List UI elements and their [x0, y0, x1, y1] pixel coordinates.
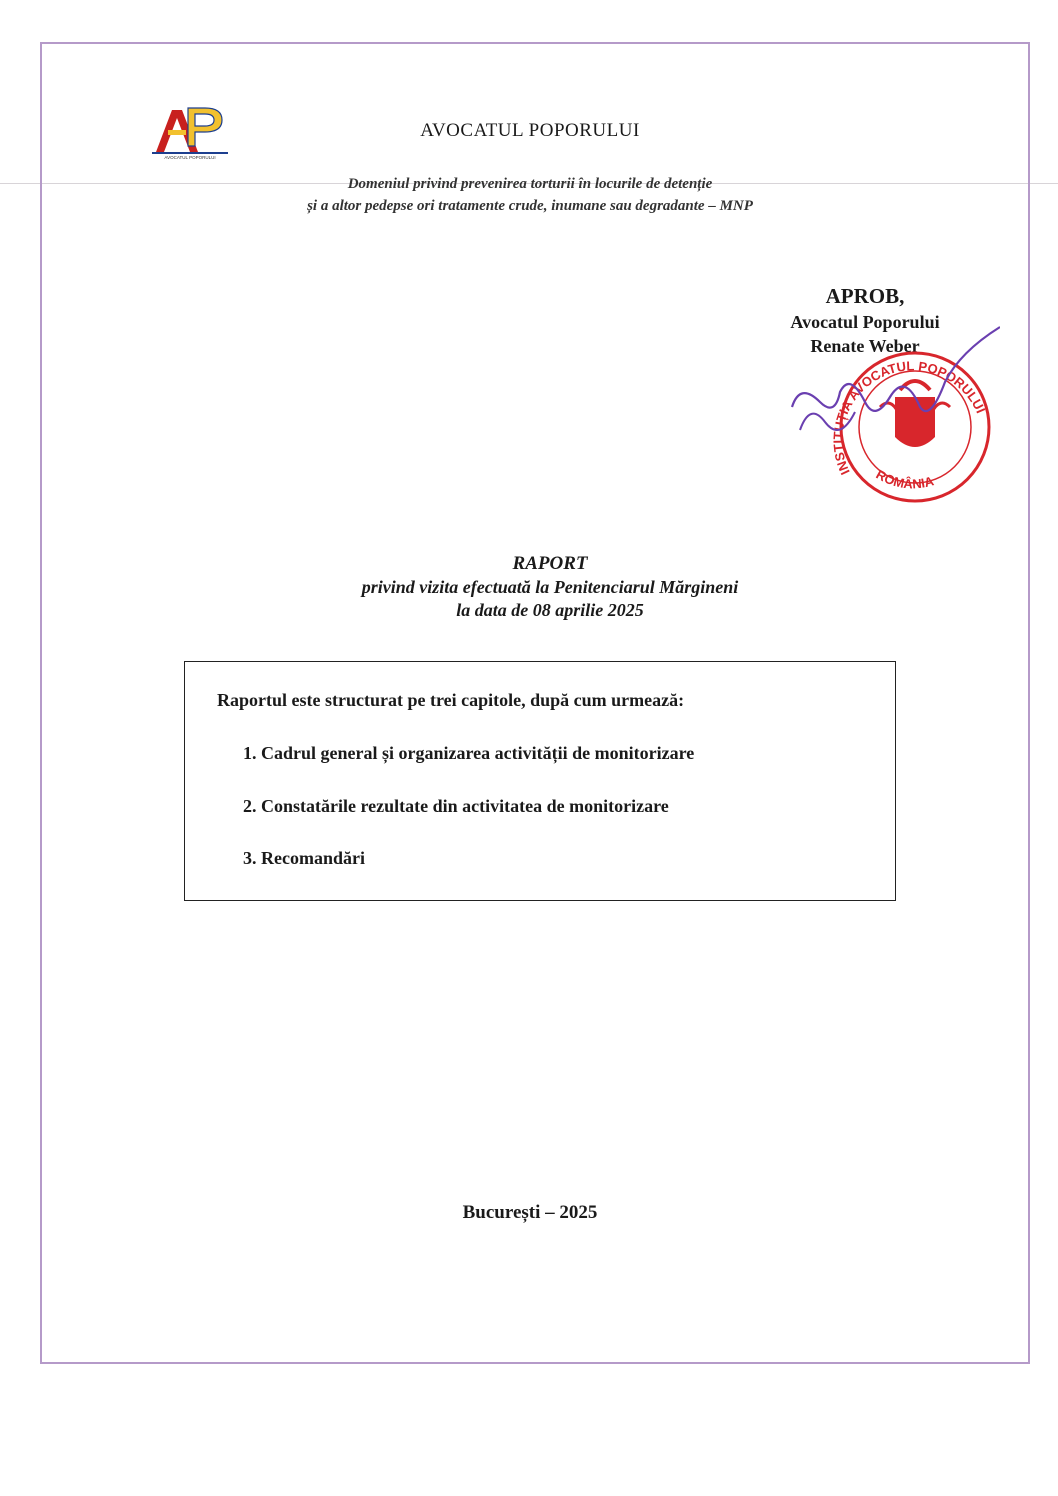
toc-intro: Raportul este structurat pe trei capitole, după cum urmează:: [217, 690, 685, 710]
report-title: RAPORT: [512, 553, 588, 574]
place-date-footer: București – 2025: [462, 1202, 598, 1223]
svg-text:AVOCATUL POPORULUI: AVOCATUL POPORULUI: [164, 155, 216, 160]
toc-item-3: 3. Recomandări: [243, 848, 365, 868]
domain-line-1: Domeniul privind prevenirea torturii în locurile de detenție: [347, 176, 713, 192]
table-of-contents-box: [184, 661, 896, 901]
toc-item-2: 2. Constatările rezultate din activitatea de monitorizare: [243, 796, 669, 816]
approval-role: Avocatul Poporului: [790, 312, 940, 332]
report-title-block: [250, 551, 850, 622]
approval-heading: APROB,: [825, 284, 905, 308]
report-subtitle-2: la data de 08 aprilie 2025: [456, 600, 644, 620]
institution-title: AVOCATUL POPORULUI: [420, 120, 640, 141]
approval-name: Renate Weber: [810, 336, 920, 356]
avocatul-poporului-logo: [150, 102, 230, 160]
domain-line-2: și a altor pedepse ori tratamente crude, inumane sau degradante – MNP: [307, 198, 753, 214]
report-subtitle-1: privind vizita efectuată la Penitenciarul Mărgineni: [361, 577, 739, 597]
toc-item-1: 1. Cadrul general și organizarea activității de monitorizare: [243, 743, 695, 763]
svg-text:INSTITUȚIA AVOCATUL POPORULUI: INSTITUȚIA AVOCATUL POPORULUI: [830, 358, 989, 478]
official-stamp-seal: [780, 312, 1000, 512]
svg-text:ROMÂNIA: ROMÂNIA: [873, 466, 936, 492]
